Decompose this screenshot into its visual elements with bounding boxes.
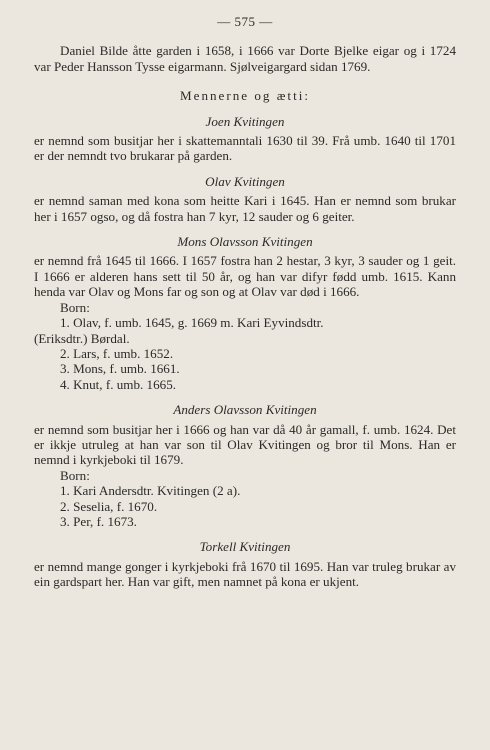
child-item: 1. Kari Andersdtr. Kvitingen (2 a). — [60, 483, 241, 499]
person-name: Anders Olavsson Kvitingen — [173, 402, 317, 418]
person-text: er nemnd mange gonger i kyrkjeboki frå 1670 til 1695. Han var truleg brukar av ein gardspart her. Han var gift, men namnet på kona er ukjent. — [34, 558, 456, 590]
child-item: 2. Seselia, f. 1670. — [60, 498, 158, 514]
child-item: 4. Knut, f. umb. 1665. — [60, 376, 177, 392]
child-item: 3. Mons, f. umb. 1661. — [60, 361, 180, 377]
section-heading: Mennerne og ætti: — [179, 88, 310, 104]
person-name: Mons Olavsson Kvitingen — [177, 234, 313, 250]
born-label: Born: — [60, 299, 90, 315]
child-item: 2. Lars, f. umb. 1652. — [60, 345, 174, 361]
child-item: 3. Per, f. 1673. — [60, 513, 137, 529]
person-text: er nemnd som busitjar her i skattemanntali 1630 til 39. Frå umb. 1640 til 1701 er der nemndt tvo brukarar på garden. — [34, 133, 456, 164]
person-name: Torkell Kvitingen — [199, 539, 291, 555]
person-text: er nemnd som busitjar her i 1666 og han var då 40 år gamall, f. umb. 1624. Det er ikkje utruleg at han var son til Olav Kvitingen og bror til Mons. Han er nemnd i kyrkjeboki til 1679. — [34, 421, 456, 468]
child-item: 1. Olav, f. umb. 1645, g. 1669 m. Kari Eyvindsdtr. — [60, 315, 324, 331]
person-name: Joen Kvitingen — [205, 113, 285, 129]
person-name: Olav Kvitingen — [205, 173, 285, 189]
intro-paragraph: Daniel Bilde åtte garden i 1658, i 1666 var Dorte Bjelke eigar og i 1724 var Peder Hansson Tysse eigarmann. Sjølveigargard sidan 1769. — [34, 43, 456, 74]
born-label: Born: — [60, 467, 90, 483]
person-text: er nemnd frå 1645 til 1666. I 1657 fostra han 2 hestar, 3 kyr, 3 sauder og 1 geit. I 1666 er alderen hans sett til 50 år, og han var difyr fødd umb. 1615. Kann henda var Olav og Mons far og son og at Olav var død i 1666. — [34, 253, 456, 300]
child-item: (Eriksdtr.) Børdal. — [34, 330, 130, 346]
page-number: — 575 — — [217, 14, 273, 29]
person-text: er nemnd saman med kona som heitte Kari i 1645. Han er nemnd som brukar her i 1657 ogso, og då fostra han 7 kyr, 12 sauder og 6 geiter. — [34, 193, 456, 224]
